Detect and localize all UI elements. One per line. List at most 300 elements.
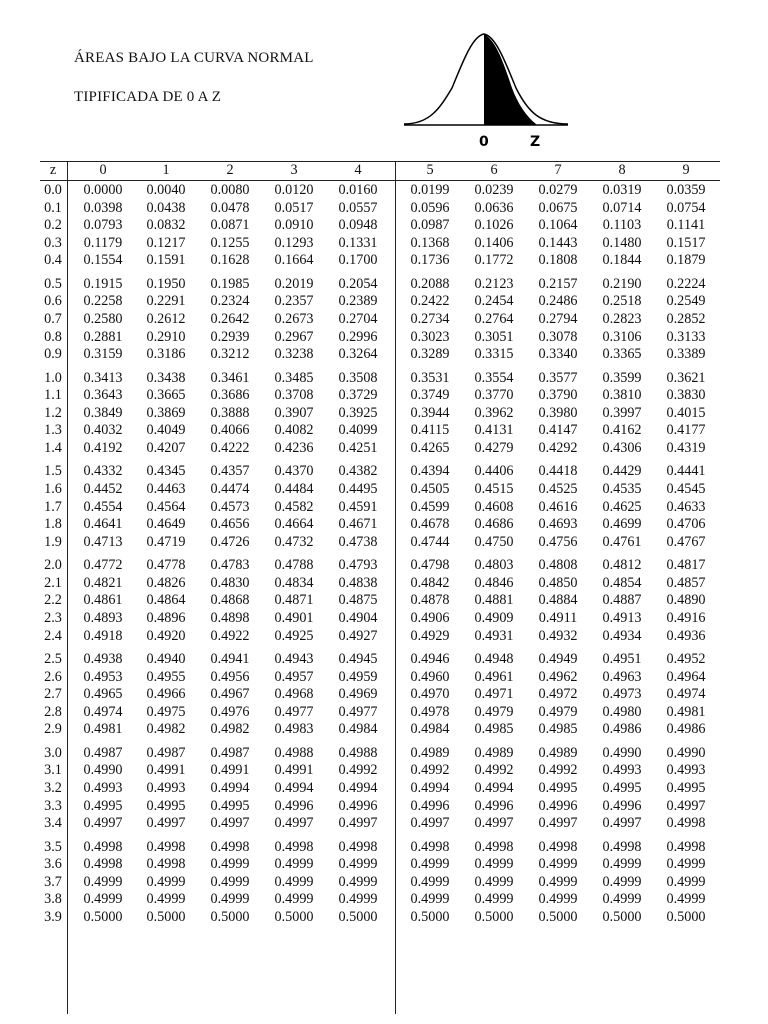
area-value: 0.4656 [210, 516, 250, 533]
area-value: 0.2939 [210, 328, 250, 345]
area-value: 0.4986 [666, 721, 706, 738]
z-value: 1.6 [44, 481, 62, 497]
area-value: 0.4750 [474, 533, 514, 550]
area-value: 0.4418 [538, 463, 578, 480]
area-value: 0.4838 [338, 574, 378, 591]
area-value: 0.4032 [83, 422, 123, 439]
area-value: 0.3849 [83, 404, 123, 421]
area-value: 0.0239 [474, 182, 514, 198]
area-value: 0.4999 [146, 891, 186, 908]
area-value: 0.4967 [210, 686, 250, 703]
area-value: 0.4846 [474, 574, 514, 591]
area-value: 0.4817 [666, 557, 706, 574]
area-value: 0.1808 [538, 252, 578, 269]
area-value: 0.0279 [538, 182, 578, 198]
area-value: 0.4998 [602, 838, 642, 855]
area-value: 0.3686 [210, 387, 250, 404]
z-table [40, 161, 720, 1014]
z-value: 3.5 [44, 838, 62, 855]
area-value: 0.4066 [210, 422, 250, 439]
table-row [40, 745, 720, 763]
header-col-1: 1 [162, 162, 170, 178]
area-value: 0.4998 [146, 838, 186, 855]
z-value: 0.5 [44, 275, 62, 292]
area-value: 0.5000 [210, 909, 250, 925]
area-value: 0.4968 [274, 686, 314, 703]
z-value: 0.1 [44, 199, 62, 216]
area-value: 0.4429 [602, 463, 642, 480]
area-value: 0.4608 [474, 498, 514, 515]
z-value: 1.1 [44, 387, 62, 404]
table-row [40, 405, 720, 423]
area-value: 0.4998 [410, 838, 450, 855]
area-value: 0.4955 [146, 668, 186, 685]
area-value: 0.4798 [410, 557, 450, 574]
z-value: 1.5 [44, 463, 62, 480]
area-value: 0.3212 [210, 346, 250, 363]
area-value: 0.4986 [602, 721, 642, 738]
table-row [40, 721, 720, 739]
table-row [40, 575, 720, 593]
area-value: 0.1517 [666, 234, 706, 251]
header-col-5: 5 [426, 162, 434, 178]
header-col-6: 6 [490, 162, 498, 178]
area-value: 0.3413 [83, 369, 123, 386]
area-value: 0.3621 [666, 369, 706, 386]
area-value: 0.4987 [146, 744, 186, 761]
area-value: 0.2291 [146, 293, 186, 310]
table-row [40, 839, 720, 857]
table-row [40, 293, 720, 311]
area-value: 0.4812 [602, 557, 642, 574]
area-value: 0.4997 [538, 815, 578, 832]
header-col-3: 3 [290, 162, 298, 178]
area-value: 0.4975 [146, 703, 186, 720]
area-value: 0.3438 [146, 369, 186, 386]
area-value: 0.4991 [146, 762, 186, 779]
z-value: 1.4 [44, 440, 62, 456]
table-row [40, 463, 720, 481]
area-value: 0.3365 [602, 346, 642, 363]
area-value: 0.4992 [474, 762, 514, 779]
area-value: 0.4998 [146, 856, 186, 873]
area-value: 0.0557 [338, 199, 378, 216]
area-value: 0.4999 [338, 891, 378, 908]
area-value: 0.2794 [538, 311, 578, 327]
area-value: 0.4441 [666, 463, 706, 480]
z-value: 3.8 [44, 891, 62, 908]
table-row [40, 909, 720, 927]
area-value: 0.4545 [666, 481, 706, 497]
area-value: 0.5000 [666, 909, 706, 925]
area-value: 0.4945 [338, 651, 378, 667]
area-value: 0.0120 [274, 182, 314, 198]
area-value: 0.4082 [274, 422, 314, 439]
z-value: 3.4 [44, 815, 62, 832]
area-value: 0.3106 [602, 328, 642, 345]
area-value: 0.4864 [146, 592, 186, 609]
area-value: 0.3133 [666, 328, 706, 345]
area-value: 0.4875 [338, 592, 378, 609]
area-value: 0.4147 [538, 422, 578, 439]
area-value: 0.4671 [338, 516, 378, 533]
title-line-2: TIPIFICADA DE 0 A Z [74, 89, 222, 105]
area-value: 0.4995 [83, 797, 123, 814]
z-value: 2.0 [44, 557, 62, 574]
area-value: 0.4963 [602, 668, 642, 685]
area-value: 0.4979 [474, 703, 514, 720]
area-value: 0.2764 [474, 311, 514, 327]
area-value: 0.4821 [83, 574, 123, 591]
area-value: 0.1064 [538, 217, 578, 234]
area-value: 0.3186 [146, 346, 186, 363]
area-value: 0.4916 [666, 610, 706, 626]
area-value: 0.4306 [602, 440, 642, 456]
area-value: 0.4993 [602, 762, 642, 779]
area-value: 0.4995 [666, 780, 706, 796]
z-value: 1.2 [44, 404, 62, 421]
area-value: 0.4996 [538, 797, 578, 814]
area-value: 0.0987 [410, 217, 450, 234]
table-row [40, 780, 720, 798]
area-value: 0.4999 [274, 873, 314, 890]
area-value: 0.5000 [274, 909, 314, 925]
area-value: 0.4162 [602, 422, 642, 439]
area-value: 0.4999 [210, 856, 250, 873]
area-value: 0.4686 [474, 516, 514, 533]
area-value: 0.4997 [274, 815, 314, 832]
area-value: 0.4966 [146, 686, 186, 703]
area-value: 0.4997 [338, 815, 378, 832]
area-value: 0.3888 [210, 404, 250, 421]
area-value: 0.4983 [274, 721, 314, 738]
area-value: 0.4997 [666, 797, 706, 814]
area-value: 0.4994 [410, 780, 450, 796]
area-value: 0.4982 [146, 721, 186, 738]
area-value: 0.4925 [274, 627, 314, 644]
area-value: 0.1368 [410, 234, 450, 251]
area-value: 0.4484 [274, 481, 314, 497]
area-value: 0.4998 [274, 838, 314, 855]
area-value: 0.4993 [666, 762, 706, 779]
area-value: 0.4987 [210, 744, 250, 761]
area-value: 0.4808 [538, 557, 578, 574]
area-value: 0.4969 [338, 686, 378, 703]
table-row [40, 440, 720, 458]
area-value: 0.1591 [146, 252, 186, 269]
area-value: 0.4952 [666, 651, 706, 667]
area-value: 0.4993 [83, 780, 123, 796]
z-value: 1.9 [44, 533, 62, 550]
area-value: 0.4842 [410, 574, 450, 591]
area-value: 0.4756 [538, 533, 578, 550]
area-value: 0.1772 [474, 252, 514, 269]
area-value: 0.4999 [538, 873, 578, 890]
area-value: 0.4959 [338, 668, 378, 685]
area-value: 0.4505 [410, 481, 450, 497]
area-value: 0.0636 [474, 199, 514, 216]
area-value: 0.4981 [666, 703, 706, 720]
area-value: 0.4744 [410, 533, 450, 550]
area-value: 0.4664 [274, 516, 314, 533]
z-value: 3.7 [44, 873, 62, 890]
area-value: 0.4901 [274, 610, 314, 626]
area-value: 0.4985 [538, 721, 578, 738]
z-value: 2.1 [44, 574, 62, 591]
area-value: 0.4989 [410, 744, 450, 761]
area-value: 0.1844 [602, 252, 642, 269]
area-value: 0.3925 [338, 404, 378, 421]
area-value: 0.4977 [338, 703, 378, 720]
z-value: 0.4 [44, 252, 62, 269]
area-value: 0.2580 [83, 311, 123, 327]
area-value: 0.4920 [146, 627, 186, 644]
area-value: 0.3790 [538, 387, 578, 404]
area-value: 0.4726 [210, 533, 250, 550]
area-value: 0.4999 [210, 873, 250, 890]
area-value: 0.4452 [83, 481, 123, 497]
area-value: 0.2967 [274, 328, 314, 345]
area-value: 0.4990 [83, 762, 123, 779]
area-value: 0.4999 [538, 856, 578, 873]
title-line-1: ÁREAS BAJO LA CURVA NORMAL [74, 50, 314, 66]
area-value: 0.4515 [474, 481, 514, 497]
z-value: 0.3 [44, 234, 62, 251]
area-value: 0.4957 [274, 668, 314, 685]
area-value: 0.4649 [146, 516, 186, 533]
area-value: 0.2088 [410, 275, 450, 292]
area-value: 0.0596 [410, 199, 450, 216]
area-value: 0.1628 [210, 252, 250, 269]
z-value: 0.0 [44, 182, 62, 198]
table-row [40, 481, 720, 499]
area-value: 0.4834 [274, 574, 314, 591]
area-value: 0.4999 [274, 891, 314, 908]
area-value: 0.2910 [146, 328, 186, 345]
z-value: 0.6 [44, 293, 62, 310]
area-value: 0.4990 [602, 744, 642, 761]
area-value: 0.2704 [338, 311, 378, 327]
area-value: 0.4956 [210, 668, 250, 685]
table-row [40, 235, 720, 253]
area-value: 0.2190 [602, 275, 642, 292]
area-value: 0.4996 [474, 797, 514, 814]
area-value: 0.0871 [210, 217, 250, 234]
area-value: 0.4974 [83, 703, 123, 720]
area-value: 0.4998 [666, 838, 706, 855]
area-value: 0.1554 [83, 252, 123, 269]
area-value: 0.4991 [274, 762, 314, 779]
table-row [40, 346, 720, 364]
area-value: 0.0754 [666, 199, 706, 216]
area-value: 0.4997 [410, 815, 450, 832]
area-value: 0.4943 [274, 651, 314, 667]
table-row [40, 610, 720, 628]
area-value: 0.4977 [274, 703, 314, 720]
area-value: 0.2996 [338, 328, 378, 345]
area-value: 0.4868 [210, 592, 250, 609]
area-value: 0.3770 [474, 387, 514, 404]
area-value: 0.4938 [83, 651, 123, 667]
header-col-8: 8 [618, 162, 626, 178]
table-row [40, 182, 720, 200]
area-value: 0.4940 [146, 651, 186, 667]
area-value: 0.4015 [666, 404, 706, 421]
area-value: 0.3997 [602, 404, 642, 421]
area-value: 0.5000 [338, 909, 378, 925]
area-value: 0.4934 [602, 627, 642, 644]
area-value: 0.4999 [602, 873, 642, 890]
area-value: 0.3554 [474, 369, 514, 386]
area-value: 0.4999 [83, 873, 123, 890]
z-value: 2.5 [44, 651, 62, 667]
z-value: 3.1 [44, 762, 62, 779]
area-value: 0.4878 [410, 592, 450, 609]
area-value: 0.1141 [666, 217, 706, 234]
area-value: 0.4991 [210, 762, 250, 779]
area-value: 0.4998 [83, 838, 123, 855]
z-value: 2.4 [44, 627, 62, 644]
area-value: 0.4965 [83, 686, 123, 703]
area-value: 0.4896 [146, 610, 186, 626]
area-value: 0.4982 [210, 721, 250, 738]
area-value: 0.3749 [410, 387, 450, 404]
area-value: 0.4861 [83, 592, 123, 609]
area-value: 0.4857 [666, 574, 706, 591]
area-value: 0.1103 [602, 217, 642, 234]
area-value: 0.3810 [602, 387, 642, 404]
area-value: 0.3051 [474, 328, 514, 345]
header-col-7: 7 [554, 162, 562, 178]
z-value: 1.0 [44, 369, 62, 386]
z-value: 2.8 [44, 703, 62, 720]
area-value: 0.4962 [538, 668, 578, 685]
area-value: 0.3508 [338, 369, 378, 386]
table-row [40, 592, 720, 610]
area-value: 0.4693 [538, 516, 578, 533]
area-value: 0.4998 [538, 838, 578, 855]
area-value: 0.4406 [474, 463, 514, 480]
area-value: 0.0040 [146, 182, 186, 198]
area-value: 0.4738 [338, 533, 378, 550]
area-value: 0.2357 [274, 293, 314, 310]
area-value: 0.4981 [83, 721, 123, 738]
area-value: 0.4525 [538, 481, 578, 497]
area-value: 0.4994 [338, 780, 378, 796]
area-value: 0.2324 [210, 293, 250, 310]
area-value: 0.4554 [83, 498, 123, 515]
area-value: 0.4913 [602, 610, 642, 626]
area-value: 0.4999 [338, 856, 378, 873]
curve-label-zero: 0 [479, 134, 489, 150]
area-value: 0.4788 [274, 557, 314, 574]
area-value: 0.4999 [83, 891, 123, 908]
area-value: 0.1480 [602, 234, 642, 251]
area-value: 0.5000 [83, 909, 123, 925]
area-value: 0.3643 [83, 387, 123, 404]
table-row [40, 762, 720, 780]
area-value: 0.4922 [210, 627, 250, 644]
shaded-area [484, 34, 536, 125]
table-row [40, 499, 720, 517]
area-value: 0.0398 [83, 199, 123, 216]
area-value: 0.4999 [474, 891, 514, 908]
z-value: 1.8 [44, 516, 62, 533]
header-col-9: 9 [682, 162, 690, 178]
area-value: 0.1915 [83, 275, 123, 292]
area-value: 0.3461 [210, 369, 250, 386]
area-value: 0.4996 [274, 797, 314, 814]
area-value: 0.4573 [210, 498, 250, 515]
area-value: 0.4999 [210, 891, 250, 908]
area-value: 0.3023 [410, 328, 450, 345]
area-value: 0.5000 [146, 909, 186, 925]
area-value: 0.4783 [210, 557, 250, 574]
area-value: 0.4625 [602, 498, 642, 515]
area-value: 0.4992 [410, 762, 450, 779]
area-value: 0.2454 [474, 293, 514, 310]
area-value: 0.4997 [146, 815, 186, 832]
area-value: 0.4999 [666, 891, 706, 908]
area-value: 0.4987 [83, 744, 123, 761]
area-value: 0.1985 [210, 275, 250, 292]
area-value: 0.5000 [410, 909, 450, 925]
area-value: 0.4767 [666, 533, 706, 550]
area-value: 0.4964 [666, 668, 706, 685]
area-value: 0.4999 [602, 856, 642, 873]
area-value: 0.4999 [666, 873, 706, 890]
area-value: 0.1179 [83, 234, 123, 251]
area-value: 0.3238 [274, 346, 314, 363]
area-value: 0.4292 [538, 440, 578, 456]
area-value: 0.4236 [274, 440, 314, 456]
area-value: 0.1443 [538, 234, 578, 251]
area-value: 0.1950 [146, 275, 186, 292]
area-value: 0.2019 [274, 275, 314, 292]
area-value: 0.4887 [602, 592, 642, 609]
area-value: 0.3485 [274, 369, 314, 386]
header-col-0: 0 [99, 162, 107, 178]
area-value: 0.4251 [338, 440, 378, 456]
area-value: 0.4999 [146, 873, 186, 890]
area-value: 0.4997 [474, 815, 514, 832]
area-value: 0.4279 [474, 440, 514, 456]
table-row [40, 252, 720, 270]
area-value: 0.4911 [538, 610, 578, 626]
area-value: 0.4131 [474, 422, 514, 439]
area-value: 0.4948 [474, 651, 514, 667]
header-col-2: 2 [226, 162, 234, 178]
area-value: 0.4793 [338, 557, 378, 574]
area-value: 0.3944 [410, 404, 450, 421]
table-row [40, 370, 720, 388]
area-value: 0.4319 [666, 440, 706, 456]
area-value: 0.3159 [83, 346, 123, 363]
area-value: 0.4177 [666, 422, 706, 439]
area-value: 0.4115 [410, 422, 450, 439]
area-value: 0.4265 [410, 440, 450, 456]
area-value: 0.4713 [83, 533, 123, 550]
area-value: 0.4989 [474, 744, 514, 761]
area-value: 0.4961 [474, 668, 514, 685]
area-value: 0.3577 [538, 369, 578, 386]
area-value: 0.4999 [474, 873, 514, 890]
table-row [40, 557, 720, 575]
area-value: 0.2518 [602, 293, 642, 310]
area-value: 0.2881 [83, 328, 123, 345]
area-value: 0.3708 [274, 387, 314, 404]
area-value: 0.4495 [338, 481, 378, 497]
